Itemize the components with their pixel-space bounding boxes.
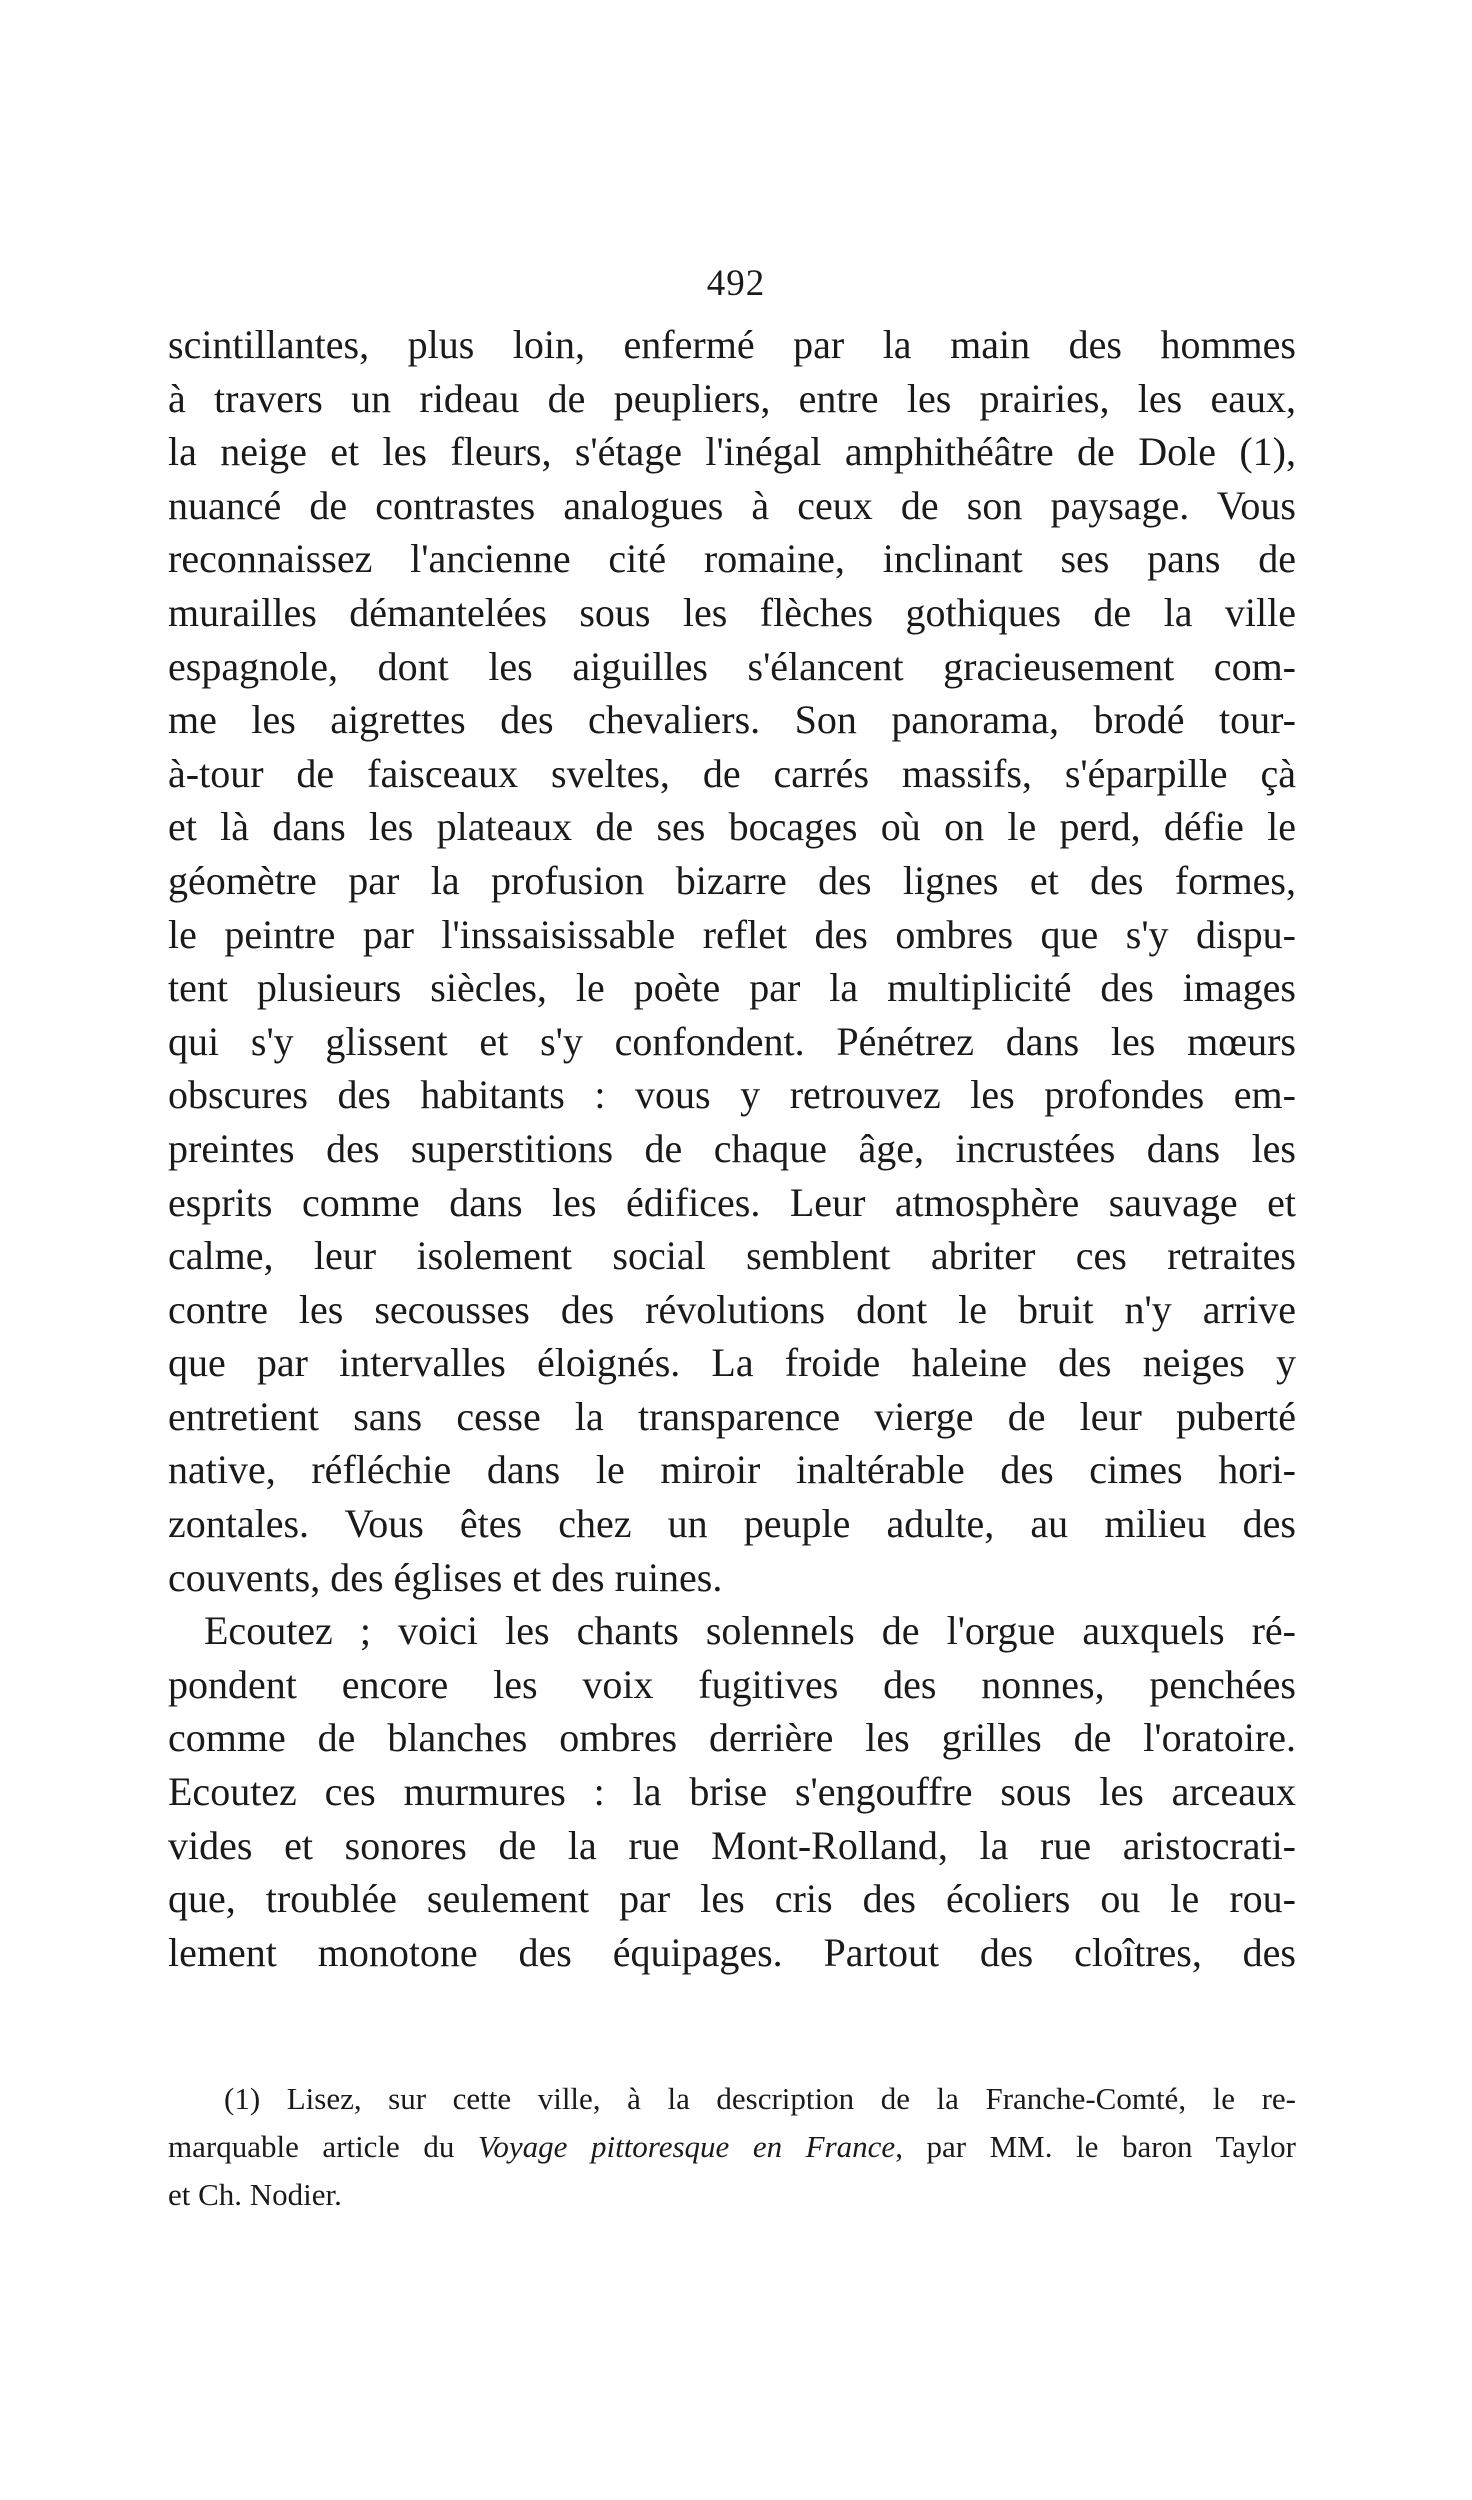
footnote-text: , par MM. le baron Taylor (895, 2129, 1296, 2164)
page-number: 492 (706, 263, 766, 304)
footnote-line: et Ch. Nodier. (168, 2177, 342, 2212)
body-line: murailles démantelées sous les flèches gothiques de la ville (168, 589, 1296, 635)
body-line: reconnaissez l'ancienne cité romaine, inclinant ses pans de (168, 536, 1296, 582)
body-line: lement monotone des équipages. Partout des cloîtres, des (168, 1929, 1296, 1975)
body-line: zontales. Vous êtes chez un peuple adulte, au milieu des (168, 1501, 1296, 1547)
body-line: et là dans les plateaux de ses bocages où on le perd, défie le (168, 804, 1296, 850)
body-line: espagnole, dont les aiguilles s'élancent gracieusement com- (168, 643, 1296, 689)
footnote (168, 2075, 1296, 2219)
body-line: nuancé de contrastes analogues à ceux de son paysage. Vous (168, 482, 1296, 528)
body-line: vides et sonores de la rue Mont-Rolland, la rue aristocrati- (168, 1822, 1296, 1868)
body-line: me les aigrettes des chevaliers. Son panorama, brodé tour- (168, 697, 1296, 743)
body-line: à-tour de faisceaux sveltes, de carrés massifs, s'éparpille çà (168, 750, 1296, 796)
body-line: pondent encore les voix fugitives des nonnes, penchées (168, 1661, 1296, 1707)
footnote-text: marquable article du (168, 2129, 478, 2164)
body-line: le peintre par l'inssaisissable reflet des ombres que s'y dispu- (168, 911, 1296, 957)
body-line: calme, leur isolement social semblent abriter ces retraites (168, 1233, 1296, 1279)
body-line: à travers un rideau de peupliers, entre les prairies, les eaux, (168, 375, 1296, 421)
body-line: scintillantes, plus loin, enfermé par la main des hommes (168, 322, 1296, 367)
body-line: obscures des habitants : vous y retrouvez les profondes em- (168, 1072, 1296, 1118)
body-line: contre les secousses des révolutions dont le bruit n'y arrive (168, 1286, 1296, 1332)
body-line: native, réfléchie dans le miroir inaltérable des cimes hori- (168, 1447, 1296, 1493)
body-line: qui s'y glissent et s'y confondent. Pénétrez dans les mœurs (168, 1018, 1296, 1064)
body-line: que, troublée seulement par les cris des écoliers ou le rou- (168, 1876, 1296, 1922)
body-line: géomètre par la profusion bizarre des lignes et des formes, (168, 857, 1296, 903)
body-line: comme de blanches ombres derrière les grilles de l'oratoire. (168, 1715, 1296, 1761)
body-line: la neige et les fleurs, s'étage l'inégal amphithéâtre de Dole (1), (168, 429, 1296, 475)
footnote-book-title: Voyage pittoresque en France (477, 2129, 896, 2164)
footnote-line (168, 2123, 1296, 2171)
body-line: Ecoutez ces murmures : la brise s'engouffre sous les arceaux (168, 1769, 1296, 1815)
body-line: Ecoutez ; voici les chants solennels de l'orgue auxquels ré- (204, 1608, 1296, 1654)
body-line: esprits comme dans les édifices. Leur atmosphère sauvage et (168, 1179, 1296, 1225)
body-line: que par intervalles éloignés. La froide haleine des neiges y (168, 1340, 1296, 1386)
footnote-line: (1) Lisez, sur cette ville, à la description de la Franche-Comté, le re- (224, 2081, 1296, 2116)
body-text (168, 318, 1296, 1979)
body-line: tent plusieurs siècles, le poète par la multiplicité des images (168, 965, 1296, 1011)
body-line: preintes des superstitions de chaque âge, incrustées dans les (168, 1125, 1296, 1171)
body-line: entretient sans cesse la transparence vierge de leur puberté (168, 1393, 1296, 1439)
body-line: couvents, des églises et des ruines. (168, 1554, 723, 1600)
